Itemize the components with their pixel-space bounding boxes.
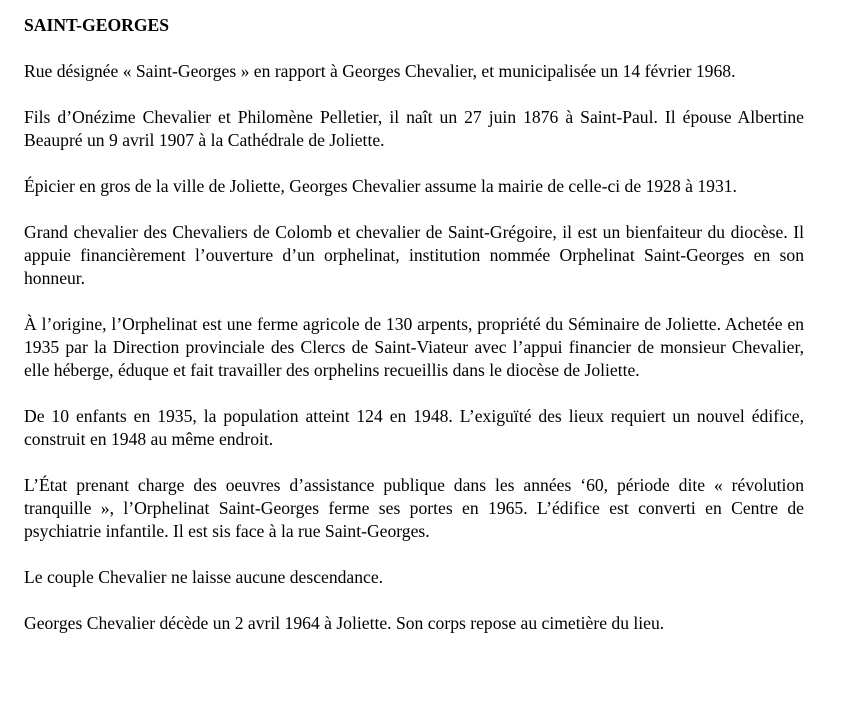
paragraph-no-descendants: Le couple Chevalier ne laisse aucune descendance. <box>24 567 384 587</box>
paragraph-population: De 10 enfants en 1935, la population atteint 124 en 1948. L’exiguïté des lieux requiert un nouvel édifice, construit en 1948 au même endroit. <box>24 406 804 449</box>
paragraph-benefactor: Grand chevalier des Chevaliers de Colomb et chevalier de Saint-Grégoire, il est un bienfaiteur du diocèse. Il appuie financièrement l’ouverture d’un orphelinat, institution nommée Orphelinat Saint-Georges en son honneur. <box>24 222 804 288</box>
document-body <box>24 14 804 635</box>
paragraph-street-designation: Rue désignée « Saint-Georges » en rapport à Georges Chevalier, et municipalisée un 14 février 1968. <box>24 61 736 81</box>
paragraph-death: Georges Chevalier décède un 2 avril 1964 à Joliette. Son corps repose au cimetière du lieu. <box>24 613 665 633</box>
paragraph-closure: L’État prenant charge des oeuvres d’assistance publique dans les années ‘60, période dite « révolution tranquille », l’Orphelinat Saint-Georges ferme ses portes en 1965. L’édifice est converti en Centre de psychiatrie infantile. Il est sis face à la rue Saint-Georges. <box>24 475 804 541</box>
paragraph-orphanage-origin: À l’origine, l’Orphelinat est une ferme agricole de 130 arpents, propriété du Séminaire de Joliette. Achetée en 1935 par la Direction provinciale des Clercs de Saint-Viateur avec l’appui financier de monsieur Chevalier, elle héberge, éduque et fait travailler des orphelins recueillis dans le diocèse de Joliette. <box>24 314 804 380</box>
document-title: SAINT-GEORGES <box>24 15 170 35</box>
paragraph-mayor: Épicier en gros de la ville de Joliette, Georges Chevalier assume la mairie de celle-ci de 1928 à 1931. <box>24 176 737 196</box>
paragraph-birth-marriage: Fils d’Onézime Chevalier et Philomène Pelletier, il naît un 27 juin 1876 à Saint-Paul. Il épouse Albertine Beaupré un 9 avril 1907 à la Cathédrale de Joliette. <box>24 107 804 150</box>
